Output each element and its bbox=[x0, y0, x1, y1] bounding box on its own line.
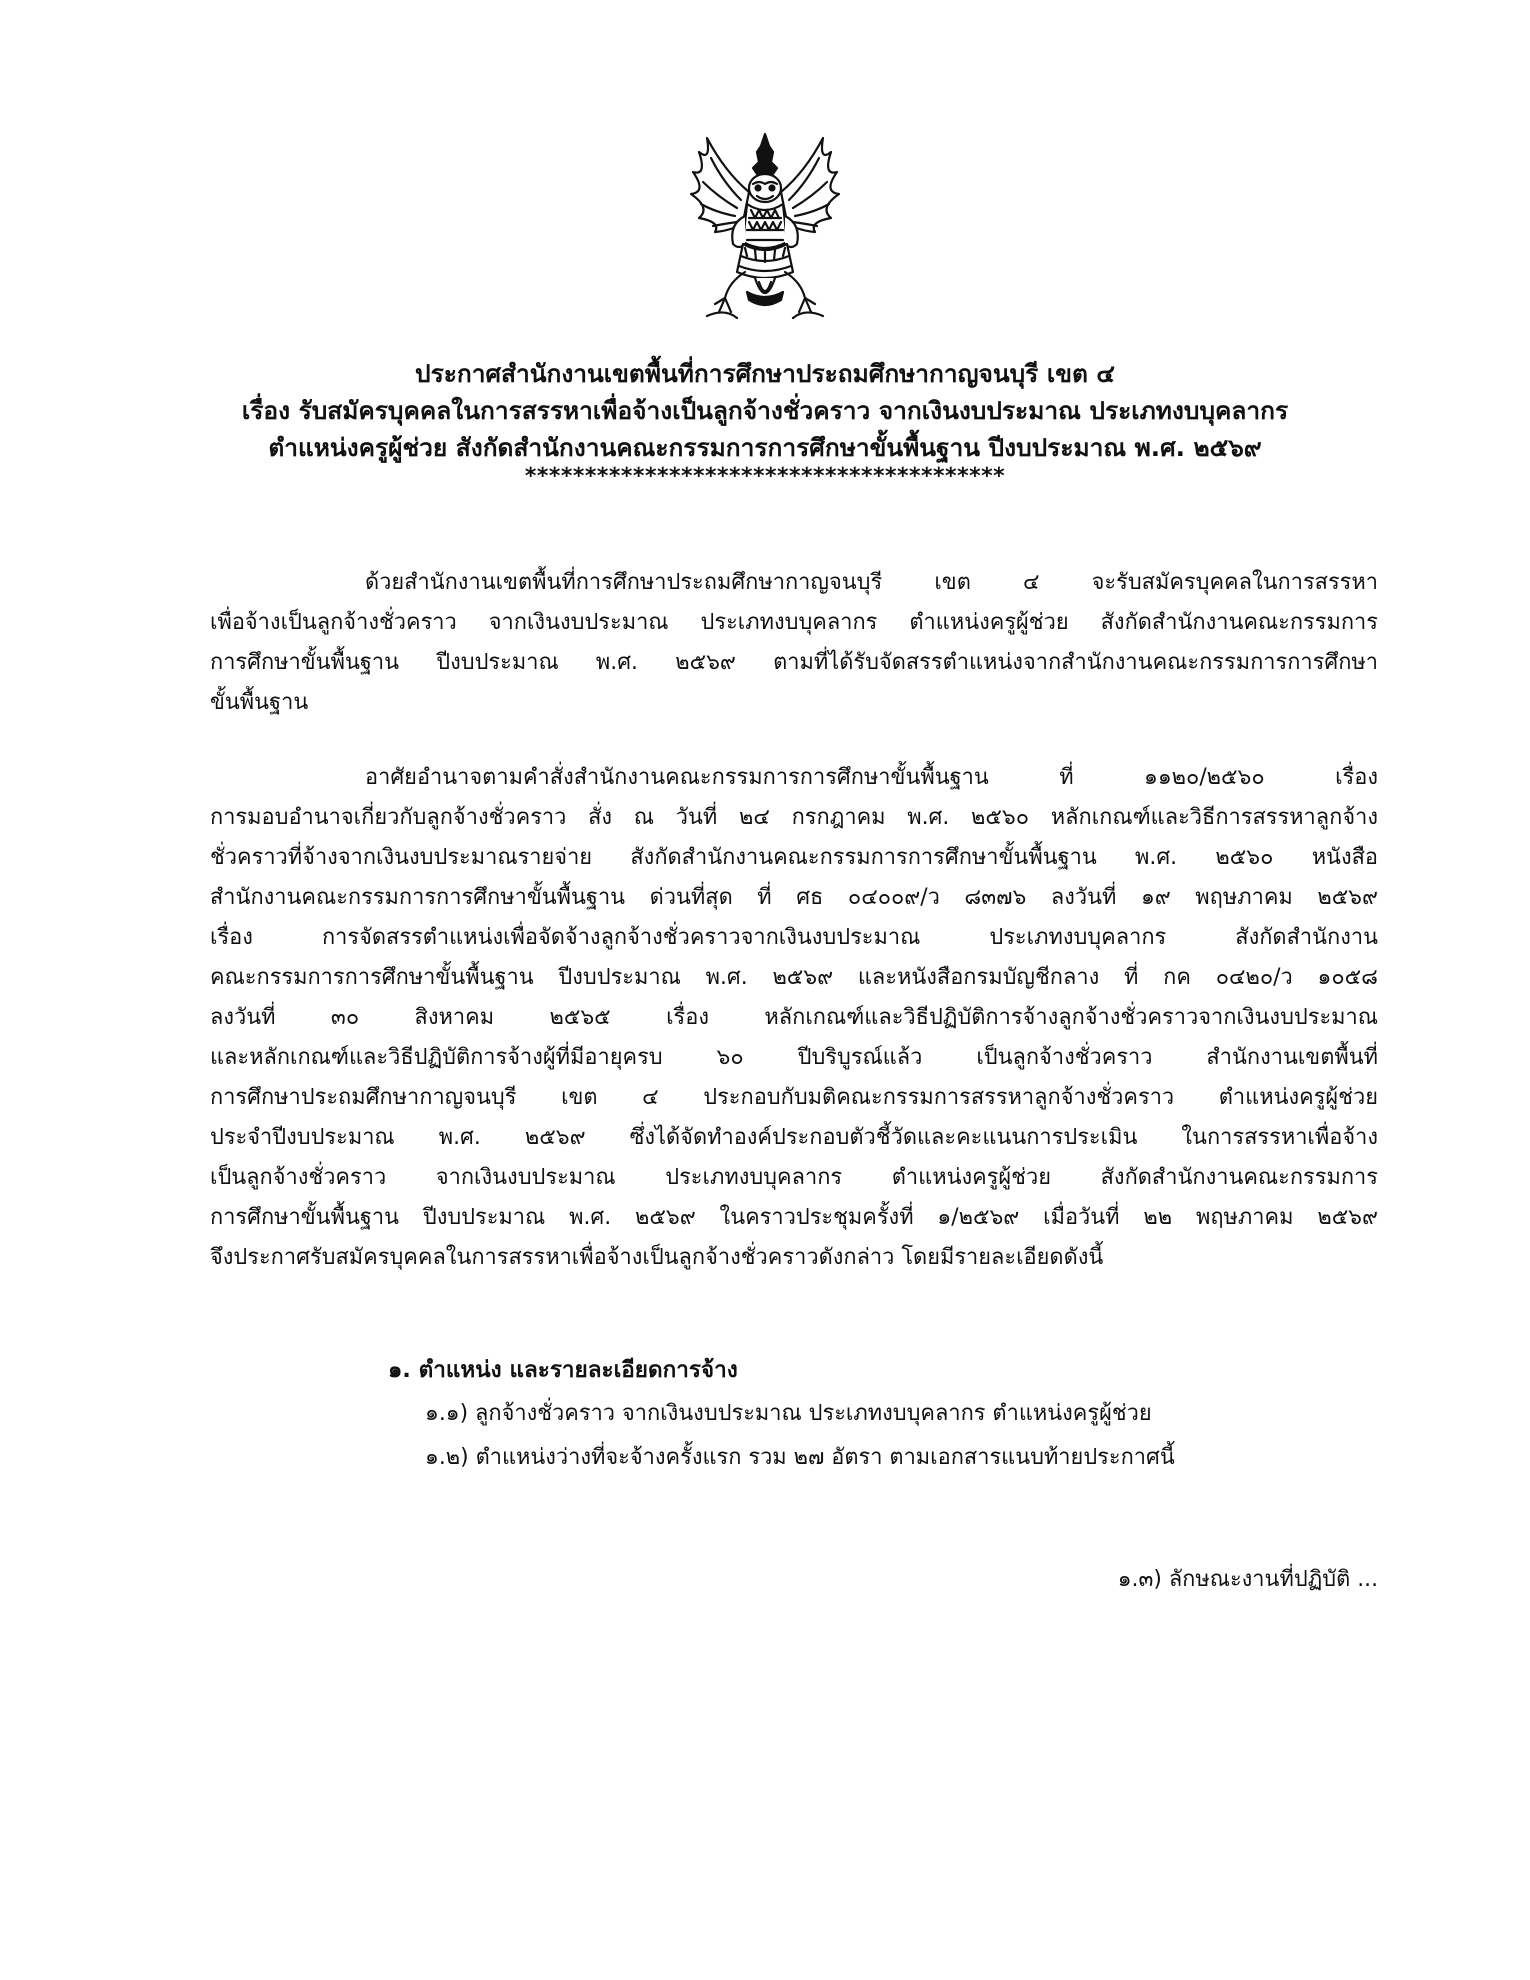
paragraph-1-line: ขั้นพื้นฐาน bbox=[210, 690, 309, 715]
paragraph-2-line: จึงประกาศรับสมัครบุคคลในการสรรหาเพื่อจ้างเป็นลูกจ้างชั่วคราวดังกล่าว โดยมีรายละเอียดดังนี้ bbox=[210, 1245, 1104, 1270]
section-1-item: ๑.๒) ตำแหน่งว่างที่จะจ้างครั้งแรก รวม ๒๗ อัตรา ตามเอกสารแนบท้ายประกาศนี้ bbox=[425, 1445, 1175, 1470]
paragraph-1-line: ด้วยสำนักงานเขตพื้นที่การศึกษาประถมศึกษากาญจนบุรี เขต ๔ จะรับสมัครบุคคลในการสรรหา bbox=[365, 570, 1378, 595]
section-1-heading: ๑. ตำแหน่ง และรายละเอียดการจ้าง bbox=[388, 1357, 738, 1383]
title-separator: **************************************** bbox=[524, 464, 1006, 489]
paragraph-2-line: เป็นลูกจ้างชั่วคราว จากเงินงบประมาณ ประเภทงบบุคลากร ตำแหน่งครูผู้ช่วย สังกัดสำนักงานคณะกรรมการ bbox=[210, 1165, 1378, 1190]
page-continuation-note: ๑.๓) ลักษณะงานที่ปฏิบัติ ... bbox=[1117, 1567, 1378, 1592]
garuda-emblem-icon bbox=[685, 132, 845, 332]
paragraph-2-line: คณะกรรมการการศึกษาขั้นพื้นฐาน ปีงบประมาณ พ.ศ. ๒๕๖๙ และหนังสือกรมบัญชีกลาง ที่ กค ๐๔๒๐/ว ๑๐๕๘ bbox=[210, 965, 1378, 990]
announcement-title-line-3: ตำแหน่งครูผู้ช่วย สังกัดสำนักงานคณะกรรมการการศึกษาขั้นพื้นฐาน ปีงบประมาณ พ.ศ. ๒๕๖๙ bbox=[268, 433, 1262, 462]
paragraph-1-line: การศึกษาขั้นพื้นฐาน ปีงบประมาณ พ.ศ. ๒๕๖๙ ตามที่ได้รับจัดสรรตำแหน่งจากสำนักงานคณะกรรมการการศึกษา bbox=[210, 650, 1378, 675]
paragraph-2 bbox=[210, 758, 1378, 1278]
paragraph-2-line: การศึกษาขั้นพื้นฐาน ปีงบประมาณ พ.ศ. ๒๕๖๙ ในคราวประชุมครั้งที่ ๑/๒๕๖๙ เมื่อวันที่ ๒๒ พฤษภาคม ๒๕๖๙ bbox=[210, 1205, 1378, 1230]
paragraph-2-line: การมอบอำนาจเกี่ยวกับลูกจ้างชั่วคราว สั่ง ณ วันที่ ๒๔ กรกฎาคม พ.ศ. ๒๕๖๐ หลักเกณฑ์และวิธีการสรรหาลูกจ้าง bbox=[210, 805, 1378, 830]
paragraph-2-line: ลงวันที่ ๓๐ สิงหาคม ๒๕๖๕ เรื่อง หลักเกณฑ์และวิธีปฏิบัติการจ้างลูกจ้างชั่วคราวจากเงินงบประมาณ bbox=[210, 1005, 1378, 1030]
section-1-item: ๑.๑) ลูกจ้างชั่วคราว จากเงินงบประมาณ ประเภทงบบุคลากร ตำแหน่งครูผู้ช่วย bbox=[425, 1401, 1152, 1426]
paragraph-2-line: การศึกษาประถมศึกษากาญจนบุรี เขต ๔ ประกอบกับมติคณะกรรมการสรรหาลูกจ้างชั่วคราว ตำแหน่งครูผู้ช่วย bbox=[210, 1085, 1378, 1110]
paragraph-2-line: อาศัยอำนาจตามคำสั่งสำนักงานคณะกรรมการการศึกษาขั้นพื้นฐาน ที่ ๑๑๒๐/๒๕๖๐ เรื่อง bbox=[365, 765, 1378, 790]
paragraph-1 bbox=[210, 563, 1378, 723]
paragraph-2-line: ประจำปีงบประมาณ พ.ศ. ๒๕๖๙ ซึ่งได้จัดทำองค์ประกอบตัวชี้วัดและคะแนนการประเมิน ในการสรรหาเพื่อจ้าง bbox=[210, 1125, 1378, 1150]
paragraph-2-line: เรื่อง การจัดสรรตำแหน่งเพื่อจัดจ้างลูกจ้างชั่วคราวจากเงินงบประมาณ ประเภทงบบุคลากร สังกัดสำนักงาน bbox=[210, 925, 1378, 950]
paragraph-2-line: สำนักงานคณะกรรมการการศึกษาขั้นพื้นฐาน ด่วนที่สุด ที่ ศธ ๐๔๐๐๙/ว ๘๓๗๖ ลงวันที่ ๑๙ พฤษภาคม ๒๕๖๙ bbox=[210, 885, 1378, 910]
paragraph-1-line: เพื่อจ้างเป็นลูกจ้างชั่วคราว จากเงินงบประมาณ ประเภทงบบุคลากร ตำแหน่งครูผู้ช่วย สังกัดสำนักงานคณะกรรมการ bbox=[210, 610, 1378, 635]
announcement-title-line-1: ประกาศสำนักงานเขตพื้นที่การศึกษาประถมศึกษากาญจนบุรี เขต ๔ bbox=[415, 359, 1115, 388]
paragraph-2-line: และหลักเกณฑ์และวิธีปฏิบัติการจ้างผู้ที่มีอายุครบ ๖๐ ปีบริบูรณ์แล้ว เป็นลูกจ้างชั่วคราว สำนักงานเขตพื้นที่ bbox=[210, 1045, 1378, 1070]
paragraph-2-line: ชั่วคราวที่จ้างจากเงินงบประมาณรายจ่าย สังกัดสำนักงานคณะกรรมการการศึกษาขั้นพื้นฐาน พ.ศ. ๒๕๖๐ หนังสือ bbox=[210, 845, 1378, 870]
announcement-title-line-2: เรื่อง รับสมัครบุคคลในการสรรหาเพื่อจ้างเป็นลูกจ้างชั่วคราว จากเงินงบประมาณ ประเภทงบบุคลากร bbox=[241, 396, 1289, 425]
